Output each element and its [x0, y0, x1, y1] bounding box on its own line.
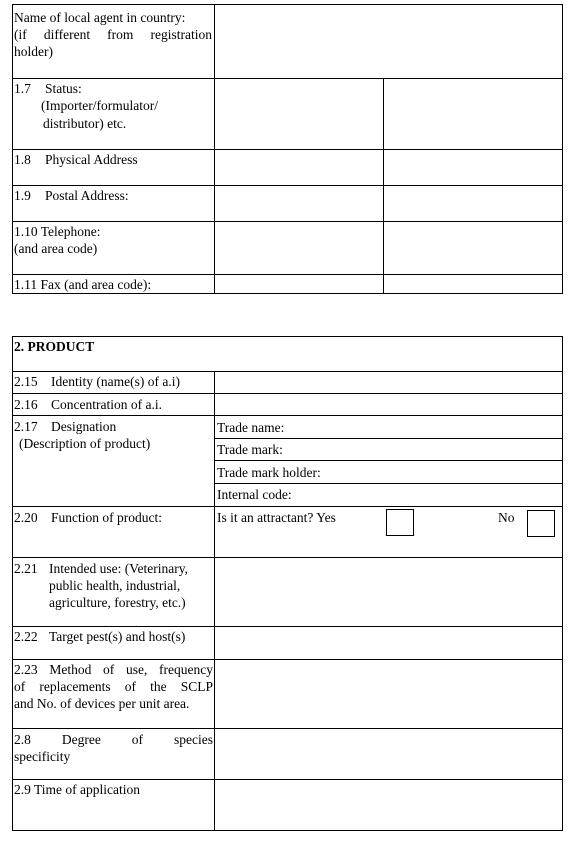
table-rule [12, 293, 563, 294]
table-rule [12, 274, 563, 275]
table-rule [12, 557, 563, 558]
fax-label: 1.11 Fax (and area code): [14, 277, 152, 292]
table-rule [214, 438, 563, 439]
table-rule [12, 4, 563, 5]
trade-name-field: Trade name: [217, 420, 285, 435]
identity-number: 2.15 [14, 374, 38, 389]
postal-address-label: Postal Address: [45, 188, 129, 203]
postal-address-number: 1.9 [14, 188, 31, 203]
table-rule [12, 221, 563, 222]
attractant-yes-checkbox[interactable] [386, 509, 414, 536]
attractant-no-label: No [498, 510, 515, 525]
table-rule [12, 779, 563, 780]
attractant-no-checkbox[interactable] [527, 510, 555, 537]
table-rule [12, 336, 13, 831]
table-rule [383, 78, 384, 294]
trade-mark-holder-field: Trade mark holder: [217, 465, 321, 480]
table-rule [12, 659, 563, 660]
table-rule [12, 830, 563, 831]
physical-address-number: 1.8 [14, 152, 31, 167]
local-agent-label: holder) [14, 44, 53, 59]
designation-number: 2.17 [14, 419, 38, 434]
section-heading: 2. PRODUCT [14, 339, 95, 354]
internal-code-field: Internal code: [217, 487, 292, 502]
table-rule [12, 4, 13, 294]
table-rule [12, 415, 563, 416]
intended-use-number: 2.21 [14, 561, 38, 576]
concentration-number: 2.16 [14, 397, 38, 412]
trade-mark-field: Trade mark: [217, 442, 283, 457]
table-rule [12, 506, 563, 507]
telephone-label: (and area code) [14, 241, 98, 256]
target-pest-number: 2.22 [14, 629, 38, 644]
status-label: distributor) etc. [43, 116, 127, 131]
attractant-question: Is it an attractant? Yes [217, 510, 336, 525]
telephone-label: 1.10 Telephone: [14, 224, 101, 239]
physical-address-label: Physical Address [45, 152, 138, 167]
table-rule [214, 371, 215, 831]
designation-label: Designation [51, 419, 117, 434]
local-agent-label: (if different from registration [14, 27, 212, 42]
method-of-use-label: of replacements of the SCLP [14, 679, 213, 694]
function-label: Function of product: [51, 510, 162, 525]
intended-use-label: agriculture, forestry, etc.) [49, 595, 186, 610]
identity-label: Identity (name(s) of a.i) [51, 374, 180, 389]
table-rule [12, 393, 563, 394]
table-rule [214, 483, 563, 484]
table-rule [12, 185, 563, 186]
species-specificity-label: specificity [14, 749, 71, 764]
intended-use-label: public health, industrial, [49, 578, 181, 593]
table-rule [12, 371, 563, 372]
intended-use-label: Intended use: (Veterinary, [49, 561, 188, 576]
status-label: Status: [45, 81, 82, 96]
table-rule [12, 149, 563, 150]
table-rule [12, 336, 563, 337]
table-rule [12, 728, 563, 729]
time-of-application-label: 2.9 Time of application [14, 782, 140, 797]
table-rule [12, 626, 563, 627]
function-number: 2.20 [14, 510, 38, 525]
table-rule [12, 78, 563, 79]
table-rule [214, 4, 215, 294]
status-label: (Importer/formulator/ [41, 98, 158, 113]
method-of-use-label: and No. of devices per unit area. [14, 696, 190, 711]
table-rule [562, 4, 563, 294]
local-agent-label: Name of local agent in country: [14, 10, 186, 25]
method-of-use-label: 2.23 Method of use, frequency [14, 662, 213, 677]
status-number: 1.7 [14, 81, 31, 96]
target-pest-label: Target pest(s) and host(s) [49, 629, 186, 644]
designation-sublabel: (Description of product) [19, 436, 151, 451]
table-rule [214, 460, 563, 461]
concentration-label: Concentration of a.i. [51, 397, 162, 412]
species-specificity-label: 2.8 Degree of species [14, 732, 213, 747]
table-rule [562, 336, 563, 831]
